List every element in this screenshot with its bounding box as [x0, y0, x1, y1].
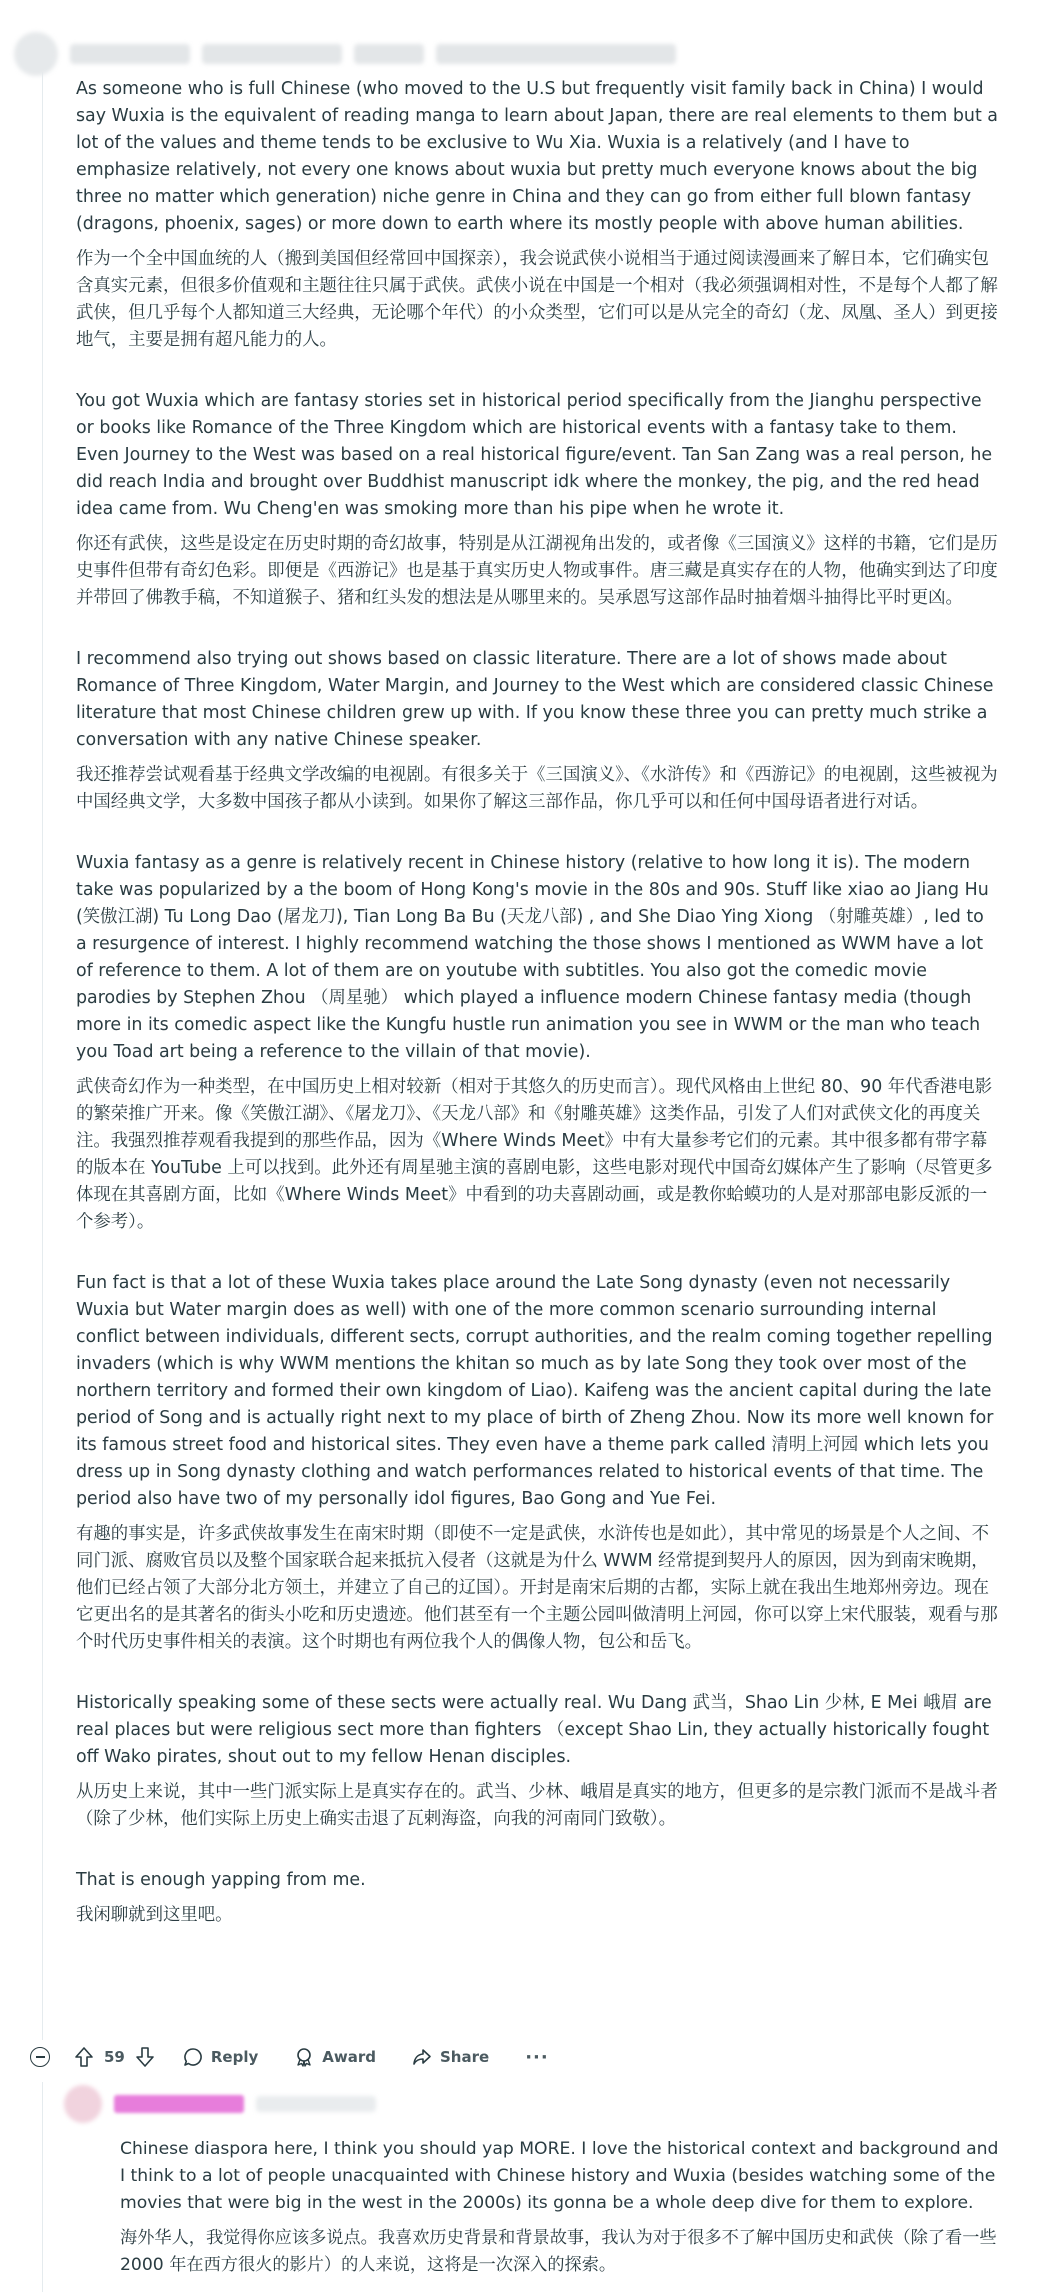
paragraph-zh: 你还有武侠，这些是设定在历史时期的奇幻故事，特别是从江湖视角出发的，或者像《三国演义》这样的书籍，它们是历史事件但带有奇幻色彩。即便是《西游记》也是基于真实历史人物或事件。唐三藏是真实存在的人物，他确实到达了印度并带回了佛教手稿，不知道猴子、猪和红头发的想法是从哪里来的。吴承恩写这部作品时抽着烟斗抽得比平时更凶。 — [76, 534, 998, 608]
redacted-flair — [202, 44, 342, 64]
upvote-icon[interactable] — [74, 2046, 94, 2068]
vote-group — [74, 2046, 155, 2068]
reply-label: Reply — [210, 2048, 259, 2066]
paragraph-en: Fun fact is that a lot of these Wuxia takes place around the Late Song dynasty (even not necessarily Wuxia but Water margin does as well) with one of the more common scenario surrounding internal conflict between individuals, different sects, corrupt authorities, and the realm coming together repelling invaders (which is why WWM mentions the khitan so much as by late Song they took over most of the northern territory and formed their own kingdom of Liao). Kaifeng was the ancient capital during the late period of Song and is actually right next to my place of birth of Zheng Zhou. Now its more well known for its famous street food and historical sites. They even have a theme park called 清明上河园 which lets you dress up in Song dynasty clothing and watch performances related to historical events of that time. The period also have two of my personally idol figures, Bao Gong and Yue Fei. — [76, 1273, 994, 1509]
redacted-meta — [436, 44, 676, 64]
redacted-username[interactable] — [70, 44, 190, 64]
vote-count: 59 — [104, 2048, 125, 2066]
redacted-reply-meta — [256, 2096, 376, 2112]
reply-paragraph-en: Chinese diaspora here, I think you should yap MORE. I love the historical context and background and I think to a lot of people unacquainted with Chinese history and Wuxia (besides watching some of the movies that were big in the west in the 2000s) its gonna be a whole deep dive for them to explore. — [120, 2139, 999, 2213]
share-icon — [412, 2047, 432, 2067]
paragraph-zh: 有趣的事实是，许多武侠故事发生在南宋时期（即使不一定是武侠，水浒传也是如此），其中常见的场景是个人之间、不同门派、腐败官员以及整个国家联合起来抵抗入侵者（这就是为什么 WWM 经常提到契丹人的原因，因为到南宋晚期，他们已经占领了大部分北方领土，并建立了自己的辽国）。开封是南宋后期的古都，实际上就在我出生地郑州旁边。现在它更出名的是其著名的街头小吃和历史遗迹。他们甚至有一个主题公园叫做清明上河园，你可以穿上宋代服装，观看与那个时代历史事件相关的表演。这个时期也有两位我个人的偶像人物，包公和岳飞。 — [76, 1524, 998, 1652]
reply-body — [120, 2136, 1000, 2279]
award-label: Award — [322, 2048, 376, 2066]
paragraph-zh: 我闲聊就到这里吧。 — [76, 1905, 233, 1925]
redacted-reply-username[interactable] — [114, 2095, 244, 2113]
comment-author-row — [14, 34, 676, 74]
award-button[interactable] — [294, 2047, 376, 2067]
comment-body — [76, 76, 998, 1929]
collapse-thread-button[interactable] — [30, 2047, 50, 2067]
reply-author-row — [64, 2080, 376, 2128]
speech-bubble-icon — [183, 2047, 203, 2067]
paragraph-en: Historically speaking some of these sects were actually real. Wu Dang 武当，Shao Lin 少林, E Mei 峨眉 are real places but were religious sect more than fighters （except Shao Lin, they actually historically fought off Wako pirates, shout out to my fellow Henan disciples. — [76, 1693, 992, 1767]
downvote-icon[interactable] — [135, 2046, 155, 2068]
comment-action-bar — [30, 2040, 549, 2074]
paragraph-en: Wuxia fantasy as a genre is relatively recent in Chinese history (relative to how long it is). The modern take was popularized by a the boom of Hong Kong's movie in the 80s and 90s. Stuff like xiao ao Jiang Hu (笑傲江湖) Tu Long Dao (屠龙刀), Tian Long Ba Bu (天龙八部) , and She Diao Ying Xiong （射雕英雄）, led to a resurgence of interest. I highly recommend watching the those shows I mentioned as WWM have a lot of reference to them. A lot of them are on youtube with subtitles. You also got the comedic movie parodies by Stephen Zhou （周星驰） which played a influence modern Chinese fantasy media (though more in its comedic aspect like the Kungfu hustle run animation you see in WWM or the man who teach you Toad art being a reference to the villain of that movie). — [76, 853, 989, 1062]
award-icon — [294, 2047, 314, 2067]
share-button[interactable] — [412, 2047, 489, 2067]
avatar[interactable] — [14, 32, 58, 76]
paragraph-zh: 从历史上来说，其中一些门派实际上是真实存在的。武当、少林、峨眉是真实的地方，但更多的是宗教门派而不是战斗者（除了少林，他们实际上历史上确实击退了瓦剌海盗，向我的河南同门致敬）。 — [76, 1782, 998, 1829]
paragraph-en: I recommend also trying out shows based on classic literature. There are a lot of shows made about Romance of Three Kingdom, Water Margin, and Journey to the West which are considered classic Chinese literature that most Chinese children grew up with. If you know these three you can pretty much strike a conversation with any native Chinese speaker. — [76, 649, 994, 750]
reply-button[interactable] — [183, 2047, 258, 2067]
paragraph-en: That is enough yapping from me. — [76, 1870, 366, 1890]
reply-thread-line[interactable] — [42, 2082, 43, 2292]
paragraph-en: As someone who is full Chinese (who moved to the U.S but frequently visit family back in China) I would say Wuxia is the equivalent of reading manga to learn about Japan, there are real elements to them but a lot of the values and theme tends to be exclusive to Wu Xia. Wuxia is a relatively (and I have to emphasize relatively, not every one knows about wuxia but pretty much everyone knows about the big three no matter which generation) niche genre in China and they can go from either full blown fantasy (dragons, phoenix, sages) or more down to earth where its mostly people with above human abilities. — [76, 79, 998, 234]
paragraph-zh: 作为一个全中国血统的人（搬到美国但经常回中国探亲），我会说武侠小说相当于通过阅读漫画来了解日本，它们确实包含真实元素，但很多价值观和主题往往只属于武侠。武侠小说在中国是一个相对（我必须强调相对性，不是每个人都了解武侠，但几乎每个人都知道三大经典，无论哪个年代）的小众类型，它们可以是从完全的奇幻（龙、凤凰、圣人）到更接地气，主要是拥有超凡能力的人。 — [76, 249, 998, 350]
paragraph-zh: 我还推荐尝试观看基于经典文学改编的电视剧。有很多关于《三国演义》、《水浒传》和《西游记》的电视剧，这些被视为中国经典文学，大多数中国孩子都从小读到。如果你了解这三部作品，你几乎可以和任何中国母语者进行对话。 — [76, 765, 998, 812]
thread-line[interactable] — [42, 72, 43, 2040]
reply-avatar[interactable] — [64, 2085, 102, 2123]
reply-paragraph-zh: 海外华人，我觉得你应该多说点。我喜欢历史背景和背景故事，我认为对于很多不了解中国历史和武侠（除了看一些 2000 年在西方很火的影片）的人来说，这将是一次深入的探索。 — [120, 2228, 997, 2275]
paragraph-zh: 武侠奇幻作为一种类型，在中国历史上相对较新（相对于其悠久的历史而言）。现代风格由上世纪 80、90 年代香港电影的繁荣推广开来。像《笑傲江湖》、《屠龙刀》、《天龙八部》和《射雕英雄》这类作品，引发了人们对武侠文化的再度关注。我强烈推荐观看我提到的那些作品，因为《Where Winds Meet》中有大量参考它们的元素。其中很多都有带字幕的版本在 YouTube 上可以找到。此外还有周星驰主演的喜剧电影，这些电影对现代中国奇幻媒体产生了影响（尽管更多体现在其喜剧方面，比如《Where Winds Meet》中看到的功夫喜剧动画，或是教你蛤蟆功的人是对那部电影反派的一个参考）。 — [76, 1077, 993, 1232]
paragraph-en: You got Wuxia which are fantasy stories set in historical period specifically from the Jianghu perspective or books like Romance of the Three Kingdom which are historical events with a fantasy take to them. Even Journey to the West was based on a real historical figure/event. Tan San Zang was a real person, he did reach India and brought over Buddhist manuscript idk where the monkey, the pig, and the red head idea came from. Wu Cheng'en was smoking more than his pipe when he wrote it. — [76, 391, 993, 519]
more-options-button[interactable]: ··· — [525, 2046, 549, 2068]
redacted-timestamp — [354, 44, 424, 64]
share-label: Share — [440, 2048, 490, 2066]
